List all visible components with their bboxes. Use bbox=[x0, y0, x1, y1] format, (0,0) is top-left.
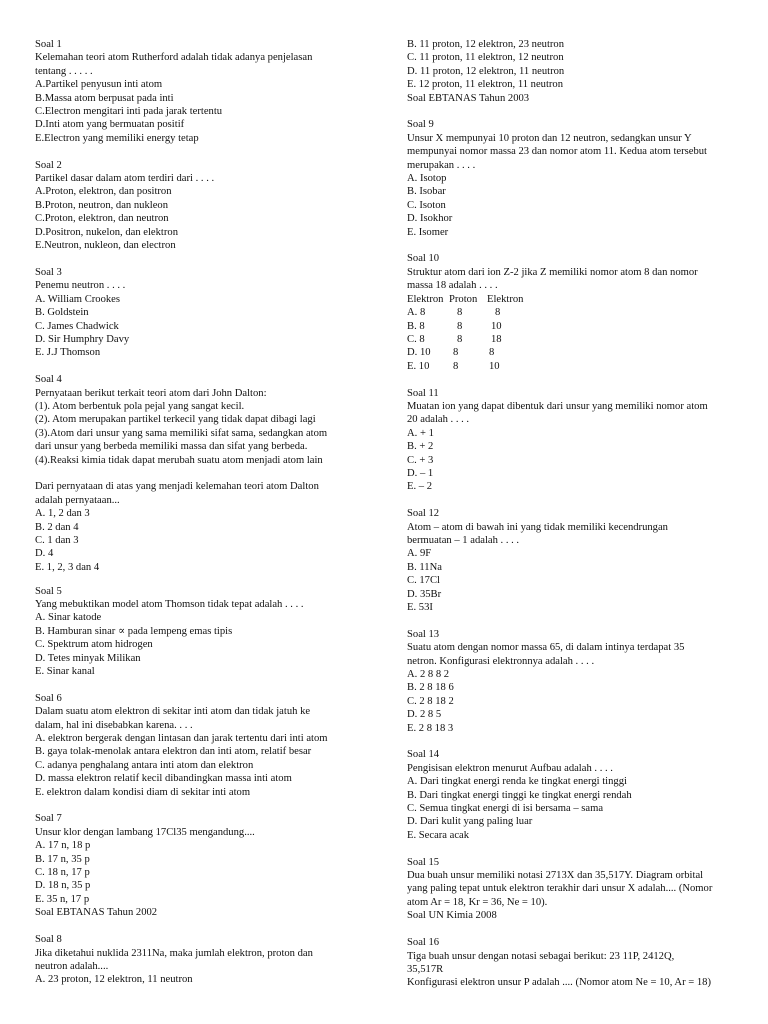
answer-option: A. William Crookes bbox=[35, 293, 121, 305]
question-8 bbox=[35, 933, 365, 987]
right-column bbox=[407, 38, 743, 1003]
question-text: Unsur X mempunyai 10 proton dan 12 neutron, sedangkan unsur Y bbox=[407, 132, 692, 144]
question-text: Struktur atom dari ion Z-2 jika Z memiliki nomor atom 8 dan nomor bbox=[407, 266, 698, 278]
table-cell: 8 bbox=[457, 320, 463, 332]
table-row bbox=[407, 333, 743, 346]
question-5 bbox=[35, 585, 365, 679]
answer-table-header bbox=[407, 293, 743, 306]
table-cell: 18 bbox=[491, 333, 502, 345]
answer-option: B. Isobar bbox=[407, 186, 446, 198]
answer-option: E. Isomer bbox=[407, 226, 449, 238]
table-cell: B. 8 bbox=[407, 320, 425, 332]
answer-option: E.Neutron, nukleon, dan electron bbox=[35, 240, 176, 252]
question-title: Soal 2 bbox=[35, 159, 62, 171]
table-cell: 8 bbox=[453, 347, 459, 359]
question-text: atom Ar = 18, Kr = 36, Ne = 10). bbox=[407, 896, 548, 908]
question-text: Muatan ion yang dapat dibentuk dari unsur yang memiliki nomor atom bbox=[407, 400, 708, 412]
table-row bbox=[407, 306, 743, 319]
answer-option: D. massa elektron relatif kecil dibandingkan massa inti atom bbox=[35, 773, 292, 785]
answer-option: E. 2 8 18 3 bbox=[407, 722, 454, 734]
question-8-continued bbox=[407, 38, 743, 105]
answer-option: C. 1 dan 3 bbox=[35, 534, 79, 546]
question-title: Soal 16 bbox=[407, 937, 440, 949]
question-text: 35,517R bbox=[407, 963, 444, 975]
question-text: Kelemahan teori atom Rutherford adalah tidak adanya penjelasan bbox=[35, 52, 313, 64]
table-cell: 10 bbox=[491, 320, 502, 332]
answer-option: E. 1, 2, 3 dan 4 bbox=[35, 561, 100, 573]
answer-option: D.Positron, nukelon, dan elektron bbox=[35, 226, 178, 238]
answer-option: A.Partikel penyusun inti atom bbox=[35, 79, 163, 91]
question-title: Soal 11 bbox=[407, 387, 439, 399]
answer-option: B. Dari tingkat energi tinggi ke tingkat energi rendah bbox=[407, 789, 632, 801]
answer-option: B. gaya tolak-menolak antara elektron dan inti atom, relatif besar bbox=[35, 746, 312, 758]
table-row bbox=[407, 360, 743, 373]
statement-item: (1). Atom berbentuk pola pejal yang sangat kecil. bbox=[35, 400, 245, 412]
question-11 bbox=[407, 387, 743, 494]
table-header-cell: Elektron bbox=[487, 293, 524, 305]
table-cell: 10 bbox=[489, 360, 500, 372]
question-text: yang paling tepat untuk elektron terakhir dari unsur X adalah.... (Nomor bbox=[407, 883, 713, 895]
question-title: Soal 3 bbox=[35, 266, 62, 278]
answer-option: A. Sinar katode bbox=[35, 612, 102, 624]
answer-option: B. 2 dan 4 bbox=[35, 521, 79, 533]
question-text: Pengisisan elektron menurut Aufbau adalah . . . . bbox=[407, 762, 613, 774]
question-text: Dalam suatu atom elektron di sekitar inti atom dan tidak jatuh ke bbox=[35, 706, 311, 718]
question-4 bbox=[35, 373, 365, 574]
question-1 bbox=[35, 38, 365, 145]
statement-item: dari unsur yang berbeda memiliki massa dan sifat yang berbeda. bbox=[35, 441, 308, 453]
statement-item: (3).Atom dari unsur yang sama memiliki sifat sama, sedangkan atom bbox=[35, 427, 328, 439]
statement-item: (2). Atom merupakan partikel terkecil yang tidak dapat dibagi lagi bbox=[35, 414, 316, 426]
answer-option: A. 17 n, 18 p bbox=[35, 840, 91, 852]
answer-option: B. 11Na bbox=[407, 561, 442, 573]
question-source: Soal EBTANAS Tahun 2003 bbox=[407, 92, 530, 104]
question-title: Soal 10 bbox=[407, 253, 440, 265]
question-title: Soal 8 bbox=[35, 934, 62, 946]
question-text: tentang . . . . . bbox=[35, 65, 93, 77]
table-cell: A. 8 bbox=[407, 307, 426, 319]
answer-option: C. 17Cl bbox=[407, 575, 440, 587]
answer-option: D. Isokhor bbox=[407, 213, 453, 225]
question-10 bbox=[407, 252, 743, 373]
table-cell: C. 8 bbox=[407, 333, 425, 345]
question-title: Soal 5 bbox=[35, 585, 62, 597]
question-text: Penemu neutron . . . . bbox=[35, 280, 126, 292]
answer-option: A. Dari tingkat energi renda ke tingkat energi tinggi bbox=[407, 776, 627, 788]
question-text: dalam, hal ini disebabkan karena. . . . bbox=[35, 719, 193, 731]
table-cell: E. 10 bbox=[407, 360, 430, 372]
question-text: Dari pernyataan di atas yang menjadi kelemahan teori atom Dalton bbox=[35, 481, 319, 493]
table-cell: 8 bbox=[489, 347, 495, 359]
answer-option: B.Massa atom berpusat pada inti bbox=[35, 92, 174, 104]
answer-option: B. 17 n, 35 p bbox=[35, 853, 90, 865]
answer-option: E. elektron dalam kondisi diam di sekitar inti atom bbox=[35, 786, 251, 798]
table-cell: 8 bbox=[457, 333, 463, 345]
answer-option: B. Hamburan sinar ∝ pada lempeng emas tipis bbox=[35, 625, 233, 637]
question-text: Dua buah unsur memiliki notasi 2713X dan 35,517Y. Diagram orbital bbox=[407, 870, 704, 882]
question-text: neutron adalah.... bbox=[35, 960, 109, 972]
answer-option: D. – 1 bbox=[407, 467, 434, 479]
answer-option: D. Dari kulit yang paling luar bbox=[407, 816, 533, 828]
answer-option: C. James Chadwick bbox=[35, 320, 119, 332]
question-2 bbox=[35, 159, 365, 253]
statement-item: (4).Reaksi kimia tidak dapat merubah suatu atom menjadi atom lain bbox=[35, 454, 323, 466]
table-cell: D. 10 bbox=[407, 347, 431, 359]
answer-option: E. – 2 bbox=[407, 481, 433, 493]
table-cell: 8 bbox=[453, 360, 459, 372]
question-title: Soal 13 bbox=[407, 628, 440, 640]
question-text: netron. Konfigurasi elektronnya adalah . . . . bbox=[407, 655, 595, 667]
question-text: Yang mebuktikan model atom Thomson tidak tepat adalah . . . . bbox=[35, 598, 304, 610]
answer-option: A. elektron bergerak dengan lintasan dan jarak tertentu dari inti atom bbox=[35, 733, 328, 745]
question-9 bbox=[407, 118, 743, 239]
answer-option: A. Isotop bbox=[407, 173, 447, 185]
answer-option: C. Spektrum atom hidrogen bbox=[35, 639, 153, 651]
answer-option: C. + 3 bbox=[407, 454, 434, 466]
question-text: Atom – atom di bawah ini yang tidak memiliki kecendrungan bbox=[407, 521, 668, 533]
answer-option: D. Sir Humphry Davy bbox=[35, 333, 130, 345]
answer-option: D. 35Br bbox=[407, 588, 442, 600]
question-12 bbox=[407, 507, 743, 614]
question-text: Unsur klor dengan lambang 17Cl35 mengandung.... bbox=[35, 826, 255, 838]
answer-option: C.Proton, elektron, dan neutron bbox=[35, 213, 169, 225]
table-row bbox=[407, 320, 743, 333]
question-text: mempunyai nomor massa 23 dan nomor atom 11. Kedua atom tersebut bbox=[407, 146, 707, 158]
answer-option: E. 35 n, 17 p bbox=[35, 893, 90, 905]
answer-option: E. 12 proton, 11 elektron, 11 neutron bbox=[407, 79, 564, 91]
table-row bbox=[407, 346, 743, 359]
question-text: bermuatan – 1 adalah . . . . bbox=[407, 534, 520, 546]
answer-option: B. 2 8 18 6 bbox=[407, 682, 454, 694]
question-title: Soal 6 bbox=[35, 692, 62, 704]
question-title: Soal 9 bbox=[407, 119, 434, 131]
answer-option: C. 11 proton, 11 elektron, 12 neutron bbox=[407, 52, 564, 64]
question-6 bbox=[35, 692, 365, 799]
question-title: Soal 14 bbox=[407, 749, 440, 761]
answer-option: E.Electron yang memiliki energy tetap bbox=[35, 132, 199, 144]
answer-option: C. 2 8 18 2 bbox=[407, 695, 454, 707]
answer-option: C. adanya penghalang antara inti atom dan elektron bbox=[35, 759, 254, 771]
question-text: Pernyataan berikut terkait teori atom dari John Dalton: bbox=[35, 387, 267, 399]
table-cell: 8 bbox=[457, 307, 463, 319]
question-source: Soal UN Kimia 2008 bbox=[407, 910, 497, 922]
question-text: 20 adalah . . . . bbox=[407, 414, 470, 426]
table-header-cell: Proton bbox=[449, 293, 478, 305]
answer-option: A. + 1 bbox=[407, 427, 434, 439]
question-14 bbox=[407, 748, 743, 842]
question-text: Suatu atom dengan nomor massa 65, di dalam intinya terdapat 35 bbox=[407, 642, 685, 654]
answer-option: A. 23 proton, 12 elektron, 11 neutron bbox=[35, 974, 193, 986]
question-text: Partikel dasar dalam atom terdiri dari . . . . bbox=[35, 173, 215, 185]
question-title: Soal 4 bbox=[35, 374, 62, 386]
answer-option: C. Semua tingkat energi di isi bersama – sama bbox=[407, 803, 604, 815]
question-text: adalah pernyataan... bbox=[35, 494, 120, 506]
answer-option: E. J.J Thomson bbox=[35, 347, 101, 359]
answer-option: B. + 2 bbox=[407, 441, 434, 453]
question-title: Soal 7 bbox=[35, 813, 62, 825]
question-source: Soal EBTANAS Tahun 2002 bbox=[35, 907, 158, 919]
question-title: Soal 12 bbox=[407, 508, 440, 520]
question-text: Konfigurasi elektron unsur P adalah .... (Nomor atom Ne = 10, Ar = 18) bbox=[407, 977, 712, 989]
answer-option: A.Proton, elektron, dan positron bbox=[35, 186, 172, 198]
answer-option: A. 9F bbox=[407, 548, 432, 560]
question-text: massa 18 adalah . . . . bbox=[407, 280, 498, 292]
answer-option: B. 11 proton, 12 elektron, 23 neutron bbox=[407, 39, 565, 50]
question-13 bbox=[407, 628, 743, 735]
answer-option: D. 18 n, 35 p bbox=[35, 880, 91, 892]
table-header-cell: Elektron bbox=[407, 293, 444, 305]
question-text: Tiga buah unsur dengan notasi sebagai berikut: 23 11P, 2412Q, bbox=[407, 950, 675, 962]
table-cell: 8 bbox=[495, 307, 501, 319]
answer-option: E. Sinar kanal bbox=[35, 666, 95, 678]
answer-option: C. 18 n, 17 p bbox=[35, 867, 90, 879]
answer-option: E. Secara acak bbox=[407, 829, 470, 841]
question-title: Soal 15 bbox=[407, 856, 440, 868]
answer-option: D. 11 proton, 12 elektron, 11 neutron bbox=[407, 65, 565, 77]
left-column bbox=[35, 38, 365, 1000]
question-text: Jika diketahui nuklida 2311Na, maka jumlah elektron, proton dan bbox=[35, 947, 313, 959]
answer-option: D. 2 8 5 bbox=[407, 709, 442, 721]
question-16 bbox=[407, 936, 743, 990]
question-title: Soal 1 bbox=[35, 39, 62, 50]
answer-option: A. 1, 2 dan 3 bbox=[35, 508, 90, 520]
answer-option: C.Electron mengitari inti pada jarak tertentu bbox=[35, 106, 223, 118]
answer-option: B.Proton, neutron, dan nukleon bbox=[35, 199, 168, 211]
question-7 bbox=[35, 812, 365, 919]
answer-option: A. 2 8 8 2 bbox=[407, 669, 450, 681]
answer-option: C. Isoton bbox=[407, 199, 446, 211]
question-text: merupakan . . . . bbox=[407, 159, 476, 171]
answer-option: D. Tetes minyak Milikan bbox=[35, 652, 141, 664]
answer-option: E. 53I bbox=[407, 602, 433, 613]
answer-option: D. 4 bbox=[35, 548, 54, 560]
answer-option: D.Inti atom yang bermuatan positif bbox=[35, 119, 185, 131]
answer-option: B. Goldstein bbox=[35, 307, 89, 319]
question-3 bbox=[35, 266, 365, 360]
question-15 bbox=[407, 856, 743, 923]
